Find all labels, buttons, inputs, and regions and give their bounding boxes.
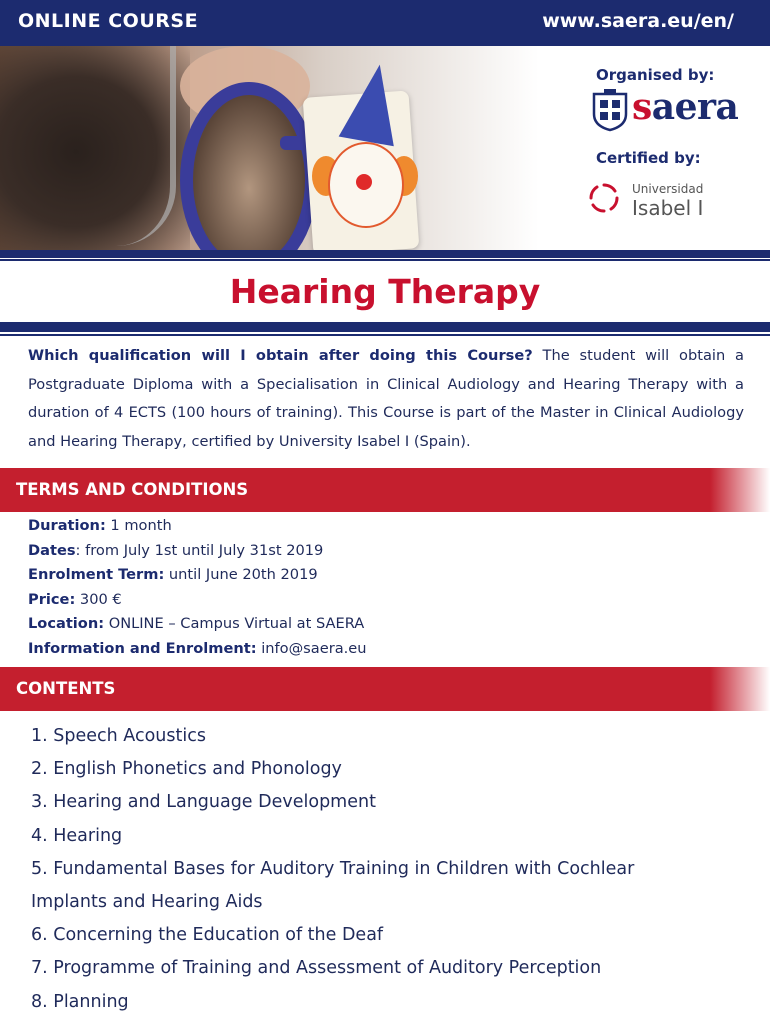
- university-line2: Isabel I: [632, 196, 704, 220]
- saera-logo-initial: s: [632, 86, 652, 128]
- divider: [0, 259, 770, 261]
- terms-item-value: until June 20th 2019: [164, 566, 318, 583]
- top-banner: [0, 0, 770, 46]
- earphone-cord-shape: [90, 46, 176, 246]
- organised-by-label: Organised by:: [596, 66, 715, 84]
- intro-question: Which qualification will I obtain after doing this Course?: [28, 347, 533, 364]
- university-line1: Universidad: [632, 182, 704, 196]
- university-ring-icon: [588, 182, 620, 214]
- list-item: 8. Planning: [31, 991, 129, 1012]
- terms-item-value: 300 €: [75, 590, 122, 608]
- intro-answer: The student will obtain a Postgraduate Diploma with a Specialisation in Clinical Audiology and Hearing Therapy with a duration of 4 ECTS (100 hours of training). This Course is part of the Master in Clinical Audiology and Hearing Therapy, certified by University Isabel I (Spain).: [28, 347, 744, 450]
- terms-item-label: Location:: [28, 615, 105, 632]
- divider: [0, 334, 770, 336]
- contents-heading-bar: [0, 667, 770, 711]
- university-logo: [588, 178, 748, 222]
- clown-nose-shape: [356, 174, 372, 190]
- list-item: 1. Speech Acoustics: [31, 726, 206, 746]
- saera-logo: [590, 86, 740, 136]
- terms-item: [28, 588, 367, 613]
- list-item: 2. English Phonetics and Phonology: [31, 759, 342, 780]
- terms-item: [28, 563, 367, 588]
- divider: [0, 322, 770, 332]
- hero-image: [0, 46, 770, 258]
- terms-item-label: Duration:: [28, 517, 106, 534]
- terms-item-value[interactable]: info@saera.eu: [256, 639, 367, 657]
- terms-item-label: Information and Enrolment:: [28, 639, 257, 657]
- terms-heading: TERMS AND CONDITIONS: [16, 480, 249, 499]
- terms-item-label: Dates: [28, 541, 76, 559]
- list-item: 5. Fundamental Bases for Auditory Training in Children with Cochlear: [31, 858, 635, 879]
- saera-logo-text: saera: [632, 86, 739, 128]
- terms-list: [28, 514, 367, 661]
- list-item: 3. Hearing and Language Development: [31, 792, 376, 813]
- terms-item-value: 1 month: [105, 517, 172, 534]
- course-type-label: ONLINE COURSE: [18, 10, 199, 32]
- terms-item: [28, 514, 367, 539]
- crest-icon: [590, 88, 630, 132]
- heading-fade: [710, 667, 770, 711]
- list-item: 7. Programme of Training and Assessment of Auditory Perception: [31, 958, 602, 979]
- terms-item-value: : from July 1st until July 31st 2019: [75, 541, 324, 559]
- terms-item-label: Price:: [28, 590, 76, 608]
- divider: [0, 250, 770, 258]
- heading-fade: [710, 468, 770, 512]
- list-item: 4. Hearing: [31, 825, 123, 846]
- terms-heading-bar: [0, 468, 770, 512]
- website-link[interactable]: www.saera.eu/en/: [542, 10, 734, 32]
- terms-item: [28, 637, 367, 662]
- contents-heading: CONTENTS: [16, 679, 116, 698]
- certified-by-label: Certified by:: [596, 149, 701, 167]
- list-item: 6. Concerning the Education of the Deaf: [31, 925, 384, 946]
- terms-item: [28, 539, 367, 564]
- list-item: Implants and Hearing Aids: [31, 892, 263, 913]
- terms-item-value: ONLINE – Campus Virtual at SAERA: [104, 615, 365, 632]
- page-title: Hearing Therapy: [229, 272, 541, 311]
- contents-list: [31, 720, 731, 1019]
- terms-item-label: Enrolment Term:: [28, 566, 165, 583]
- terms-item: [28, 612, 367, 637]
- intro-paragraph: [28, 342, 744, 456]
